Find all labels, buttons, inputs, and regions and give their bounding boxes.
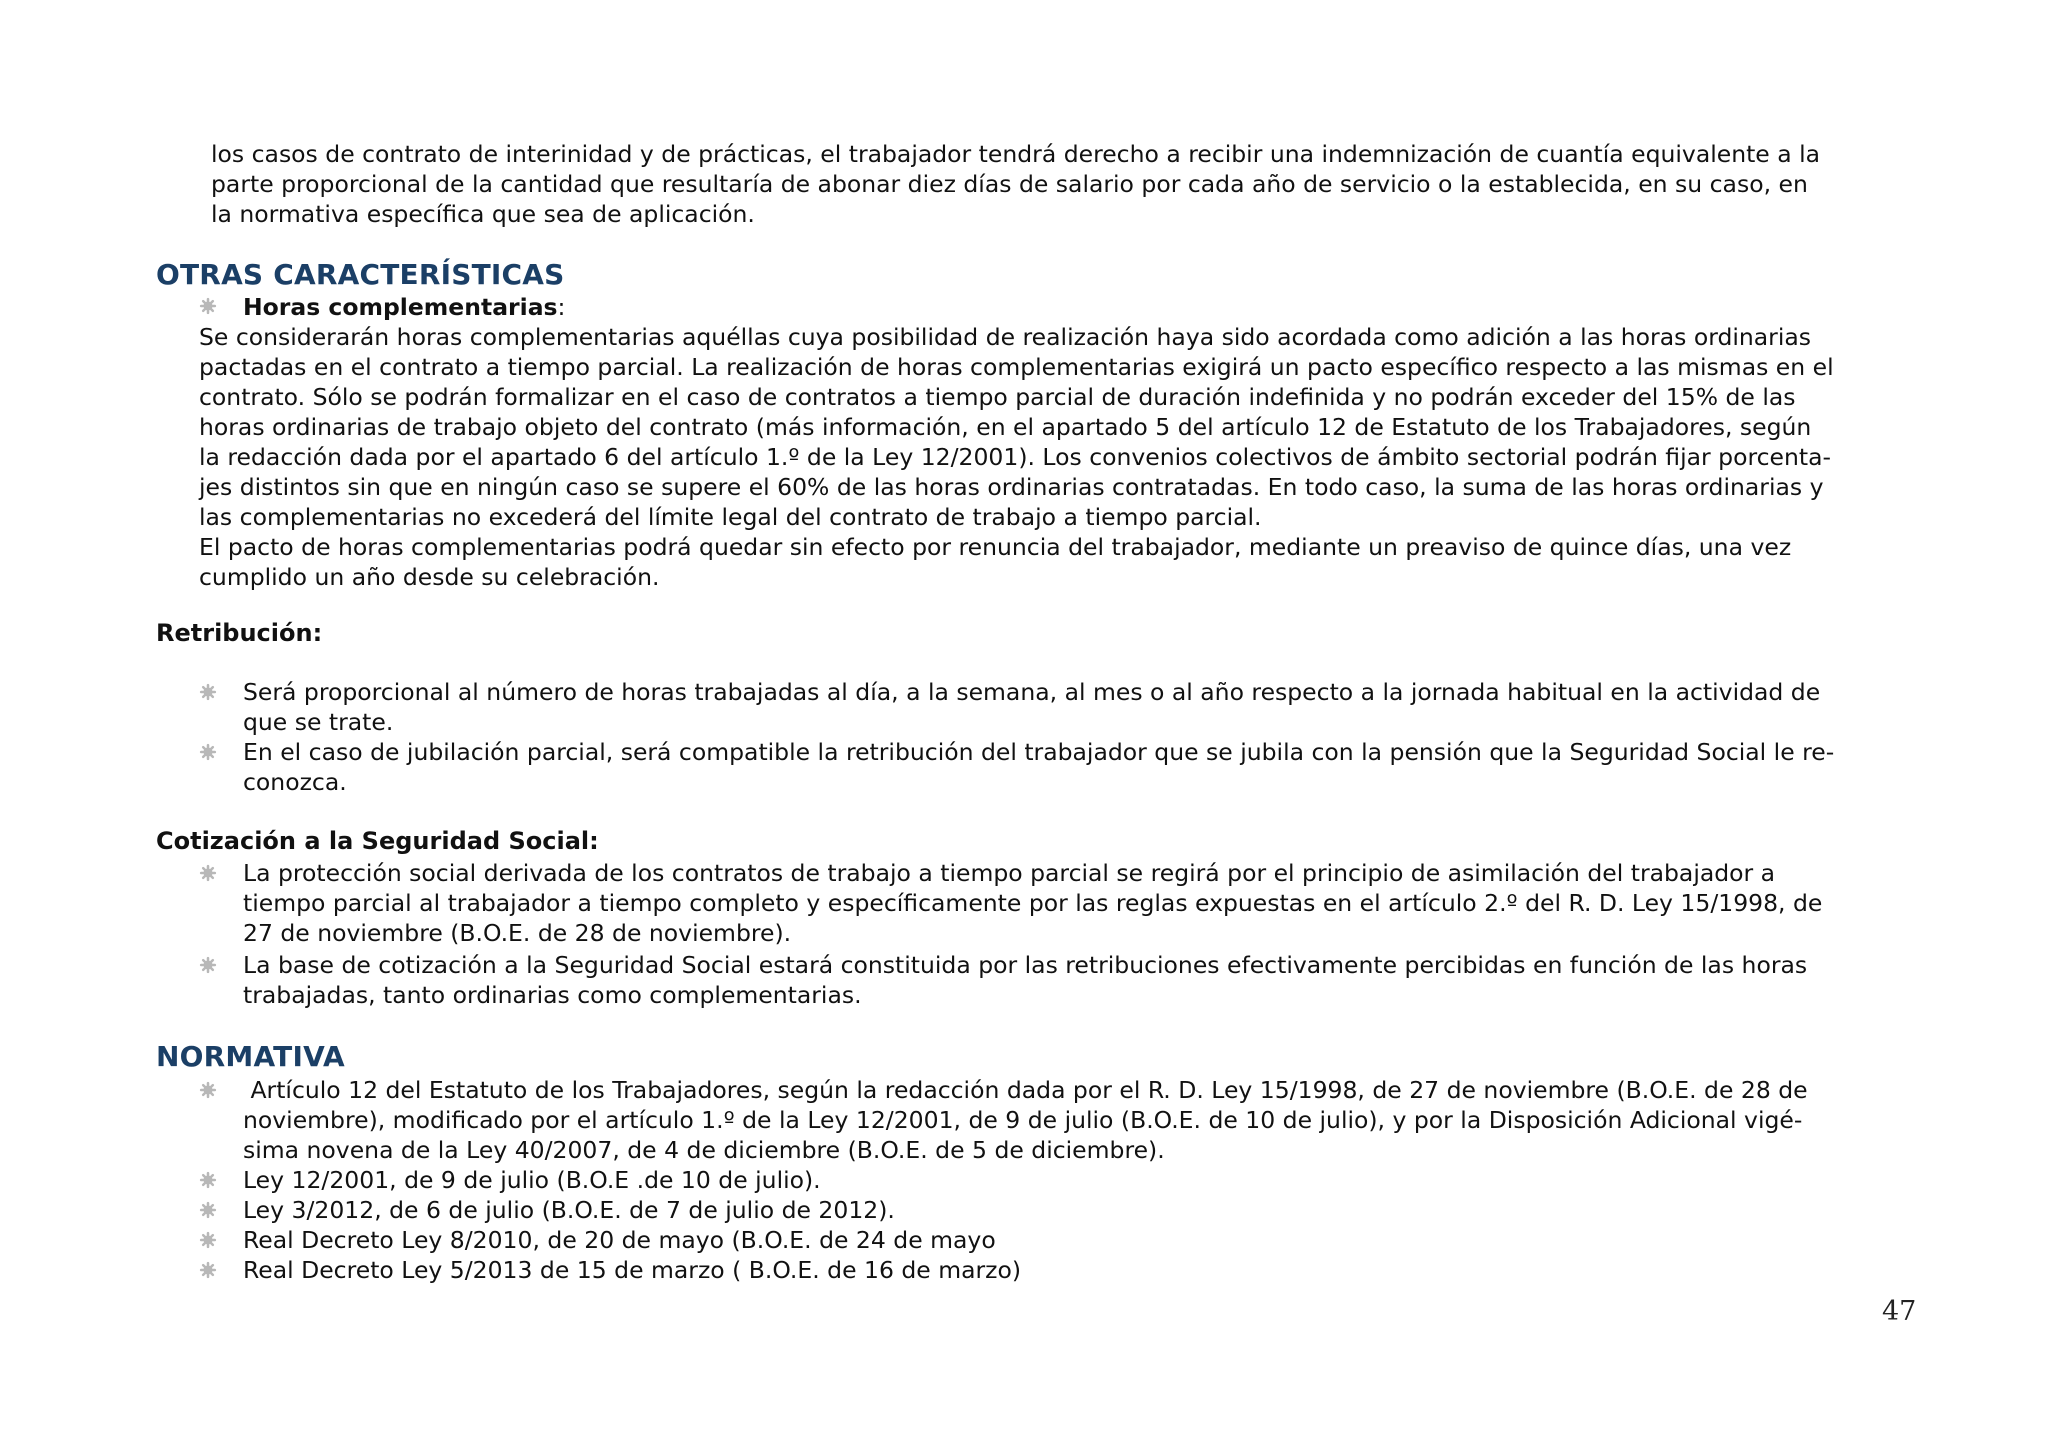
intro-paragraph	[211, 139, 1820, 229]
list-item-line: La protección social derivada de los contratos de trabajo a tiempo parcial se regirá por el principio de asimilación del trabajador a	[243, 859, 1776, 887]
gear-bullet-icon	[199, 297, 217, 315]
gear-bullet-icon	[199, 1081, 217, 1099]
horas-complementarias-paragraph	[199, 322, 1834, 592]
gear-bullet-icon	[199, 743, 217, 761]
list-item-line: sima novena de la Ley 40/2007, de 4 de diciembre (B.O.E. de 5 de diciembre).	[243, 1136, 1165, 1164]
list-item-line: 27 de noviembre (B.O.E. de 28 de noviembre).	[243, 919, 792, 947]
list-item	[243, 950, 1807, 1010]
list-item-line: trabajadas, tanto ordinarias como complementarias.	[243, 981, 862, 1009]
horas-label-bold: Horas complementarias	[243, 293, 558, 321]
gear-bullet-icon	[199, 1231, 217, 1249]
horas-line: El pacto de horas complementarias podrá quedar sin efecto por renuncia del trabajador, mediante un preaviso de quince días, una vez	[199, 533, 1792, 561]
subheading-cotizacion: Cotización a la Seguridad Social:	[156, 827, 599, 855]
list-item-line: En el caso de jubilación parcial, será compatible la retribución del trabajador que se jubila con la pensión que la Seguridad Social le re-	[243, 738, 1835, 766]
list-item	[243, 1165, 821, 1195]
list-item-line: noviembre), modificado por el artículo 1.º de la Ley 12/2001, de 9 de julio (B.O.E. de 10 de julio), y por la Disposición Adicional vigé-	[243, 1106, 1803, 1134]
list-item	[243, 1255, 1021, 1285]
horas-line: las complementarias no excederá del límite legal del contrato de trabajo a tiempo parcial.	[199, 503, 1262, 531]
horas-line: Se considerarán horas complementarias aquéllas cuya posibilidad de realización haya sido acordada como adición a las horas ordinarias	[199, 323, 1812, 351]
list-item-line: conozca.	[243, 768, 347, 796]
list-item	[243, 1075, 1808, 1165]
list-item	[243, 1225, 996, 1255]
gear-bullet-icon	[199, 683, 217, 701]
section-heading-otras: OTRAS CARACTERÍSTICAS	[156, 258, 565, 291]
horas-line: cumplido un año desde su celebración.	[199, 563, 660, 591]
list-item-line: Real Decreto Ley 8/2010, de 20 de mayo (B.O.E. de 24 de mayo	[243, 1226, 996, 1254]
gear-bullet-icon	[199, 956, 217, 974]
gear-bullet-icon	[199, 1201, 217, 1219]
list-item-line: La base de cotización a la Seguridad Social estará constituida por las retribuciones efectivamente percibidas en función de las horas	[243, 951, 1808, 979]
gear-bullet-icon	[199, 864, 217, 882]
horas-line: jes distintos sin que en ningún caso se supere el 60% de las horas ordinarias contratadas. En todo caso, la suma de las horas ordinarias y	[199, 473, 1824, 501]
list-item-line: Ley 3/2012, de 6 de julio (B.O.E. de 7 de julio de 2012).	[243, 1196, 895, 1224]
list-item-line: Será proporcional al número de horas trabajadas al día, a la semana, al mes o al año respecto a la jornada habitual en la actividad de	[243, 678, 1821, 706]
horas-line: la redacción dada por el apartado 6 del artículo 1.º de la Ley 12/2001). Los convenios colectivos de ámbito sectorial podrán fijar porcenta-	[199, 443, 1831, 471]
gear-bullet-icon	[199, 1171, 217, 1189]
section-heading-normativa: NORMATIVA	[156, 1040, 345, 1073]
list-item	[243, 677, 1820, 737]
intro-line: parte proporcional de la cantidad que resultaría de abonar diez días de salario por cada año de servicio o la establecida, en su caso, en	[211, 170, 1808, 198]
list-item-line: Ley 12/2001, de 9 de julio (B.O.E .de 10 de julio).	[243, 1166, 821, 1194]
list-item	[243, 1195, 895, 1225]
list-item-line: Real Decreto Ley 5/2013 de 15 de marzo ( B.O.E. de 16 de marzo)	[243, 1256, 1022, 1284]
horas-line: horas ordinarias de trabajo objeto del contrato (más información, en el apartado 5 del artículo 12 de Estatuto de los Trabajadores, según	[199, 413, 1812, 441]
list-item-line: que se trate.	[243, 708, 394, 736]
list-item	[243, 737, 1834, 797]
page-number: 47	[1882, 1296, 1917, 1327]
horas-line: contrato. Sólo se podrán formalizar en el caso de contratos a tiempo parcial de duración indefinida y no podrán exceder del 15% de las	[199, 383, 1796, 411]
horas-line: pactadas en el contrato a tiempo parcial. La realización de horas complementarias exigirá un pacto específico respecto a las mismas en el	[199, 353, 1834, 381]
subheading-retribucion: Retribución:	[156, 619, 323, 647]
list-item-line: tiempo parcial al trabajador a tiempo completo y específicamente por las reglas expuestas en el artículo 2.º del R. D. Ley 15/1998, de	[243, 889, 1823, 917]
horas-complementarias-label	[243, 292, 565, 322]
list-item	[243, 858, 1822, 948]
intro-line: los casos de contrato de interinidad y de prácticas, el trabajador tendrá derecho a recibir una indemnización de cuantía equivalente a la	[211, 140, 1821, 168]
horas-label-colon: :	[557, 293, 566, 321]
gear-bullet-icon	[199, 1261, 217, 1279]
list-item-line: Artículo 12 del Estatuto de los Trabajadores, según la redacción dada por el R. D. Ley 15/1998, de 27 de noviembre (B.O.E. de 28 de	[243, 1076, 1808, 1104]
intro-line: la normativa específica que sea de aplicación.	[211, 200, 755, 228]
